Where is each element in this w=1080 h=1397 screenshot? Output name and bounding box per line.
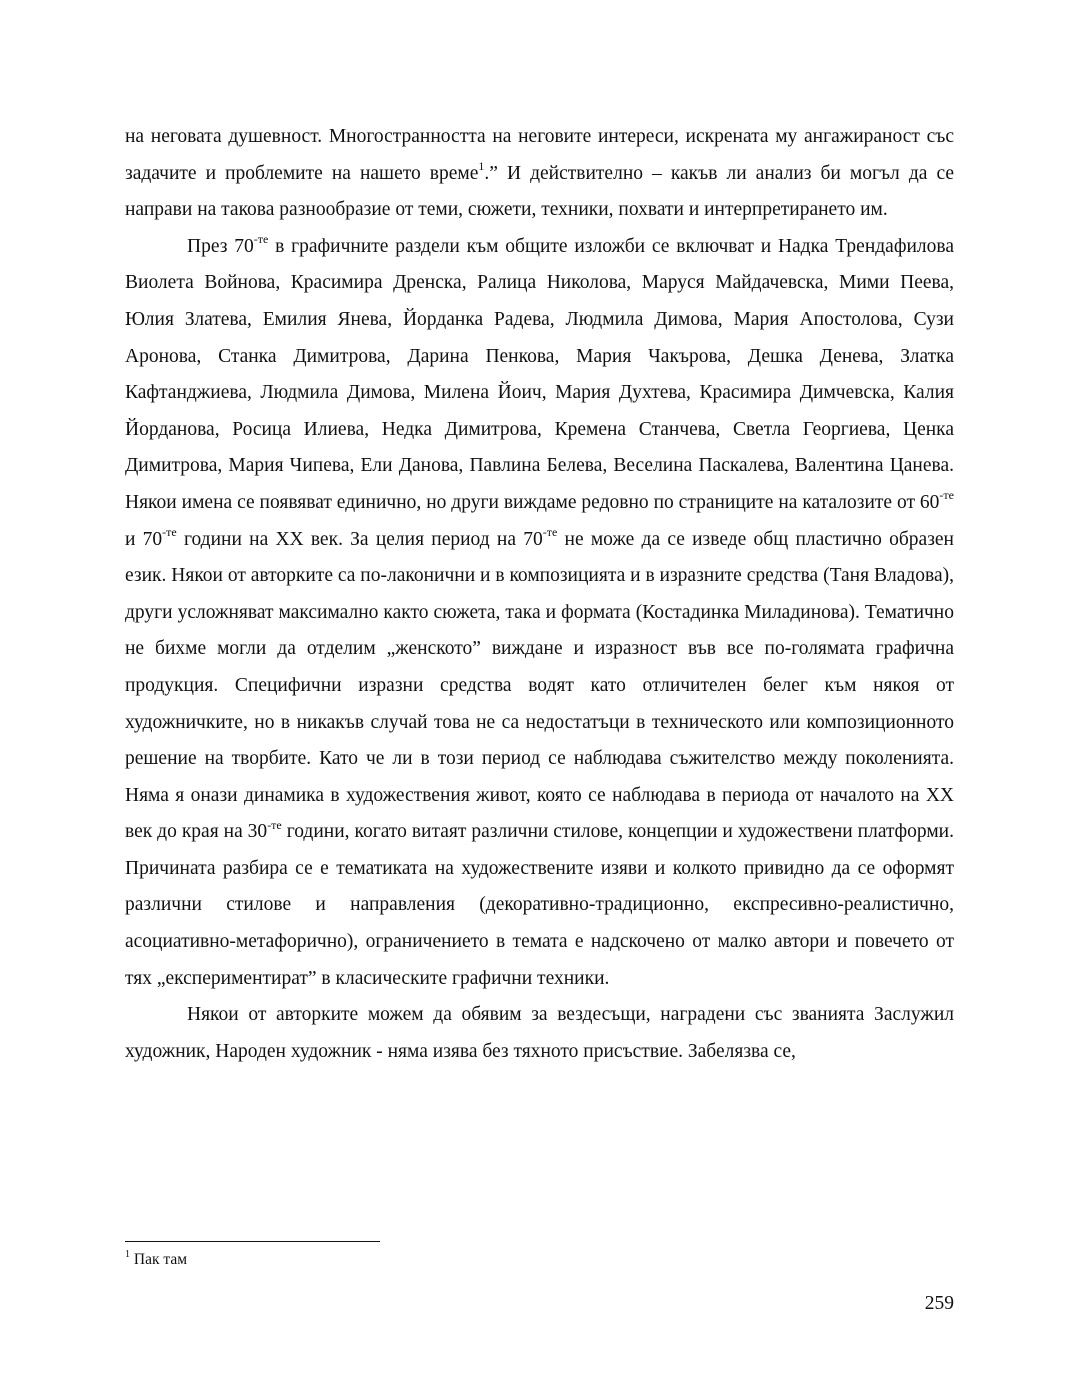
text-run: и 70 xyxy=(125,528,163,550)
superscript: -те xyxy=(253,232,269,247)
footnote-ref: 1 xyxy=(478,159,485,174)
paragraph-awards xyxy=(125,997,954,1070)
text-run: в графичните раздели към общите изложби се включват и Надка Трендафилова Виолета Войнова, Красимира Дренска, Ралица Николова, Маруся Майдачевска, Мими Пеева, Юлия Златева, Емилия Янева, Йорданка Радева, Людмила Димова, Мария Апостолова, Сузи Аронова, Станка Димитрова, Дарина Пенкова, Мария Чакърова, Дешка Денева, Златка Кафтанджиева, Людмила Димова, Милена Йоич, Мария Духтева, Красимира Димчевска, Калия Йорданова, Росица Илиева, Недка Димитрова, Кремена Станчева, Светла Георгиева, Ценка Димитрова, Мария Чипева, Ели Данова, Павлина Белева, Веселина Паскалева, Валентина Цанева. Някои имена се появяват единично, но други виждаме редовно по страниците на каталозите от 60 xyxy=(125,235,954,513)
text-run: През 70 xyxy=(187,235,254,257)
page-number: 259 xyxy=(924,1293,954,1314)
footnote xyxy=(125,1250,187,1270)
text-run: не може да се изведе общ пластично образен език. Някои от авторките са по-лаконични и в композицията и в изразните средства (Таня Владова), други усложняват максимално както сюжета, така и формата (Костадинка Миладинова). Тематично не бихме могли да отделим „женското” виждане и изразност във все по-голямата графична продукция. Специфични изразни средства водят като отличителен белег към някоя от художничките, но в никакъв случай това не са недостатъци в техническото или композиционното решение на творбите. Като че ли в този период се наблюдава съжителство между поколенията. Няма я онази динамика в художествения живот, която се наблюдава в периода от началото на XX век до края на 30 xyxy=(125,528,954,843)
superscript: -те xyxy=(162,525,177,540)
footnote-marker: 1 xyxy=(125,1248,130,1260)
superscript: -те xyxy=(939,488,954,503)
text-run: .” И действително – какъв ли анализ би могъл да се направи на такова разнообразие от теми, сюжети, техники, похвати и интерпретирането им. xyxy=(125,162,954,221)
superscript: -те xyxy=(542,525,558,540)
text-run: години на XX век. За целия период на 70 xyxy=(176,528,543,550)
body-text xyxy=(125,119,954,1070)
paragraph-continuation xyxy=(125,119,954,229)
superscript: -те xyxy=(267,817,282,832)
text-run: Някои от авторките можем да обявим за вездесъщи, наградени със званията Заслужил художник, Народен художник - няма изява без тяхното присъствие. Забелязва се, xyxy=(125,1004,954,1062)
paragraph-seventies xyxy=(125,229,954,997)
footnote-text: Пак там xyxy=(130,1251,188,1268)
footnote-divider xyxy=(125,1241,380,1242)
text-run: години, когато витаят различни стилове, концепции и художествени платформи. Причината разбира се е тематиката на художествените изяви и колкото привидно да се оформят различни стилове и направления (декоративно-традиционно, експресивно-реалистично, асоциативно-метафорично), ограничението в темата е надскочено от малко автори и повечето от тях „експериментират” в класическите графични техники. xyxy=(125,821,954,989)
text-run: на неговата душевност. Многостранността на неговите интереси, искрената му ангажираност със задачите и проблемите на нашето време xyxy=(125,126,954,184)
